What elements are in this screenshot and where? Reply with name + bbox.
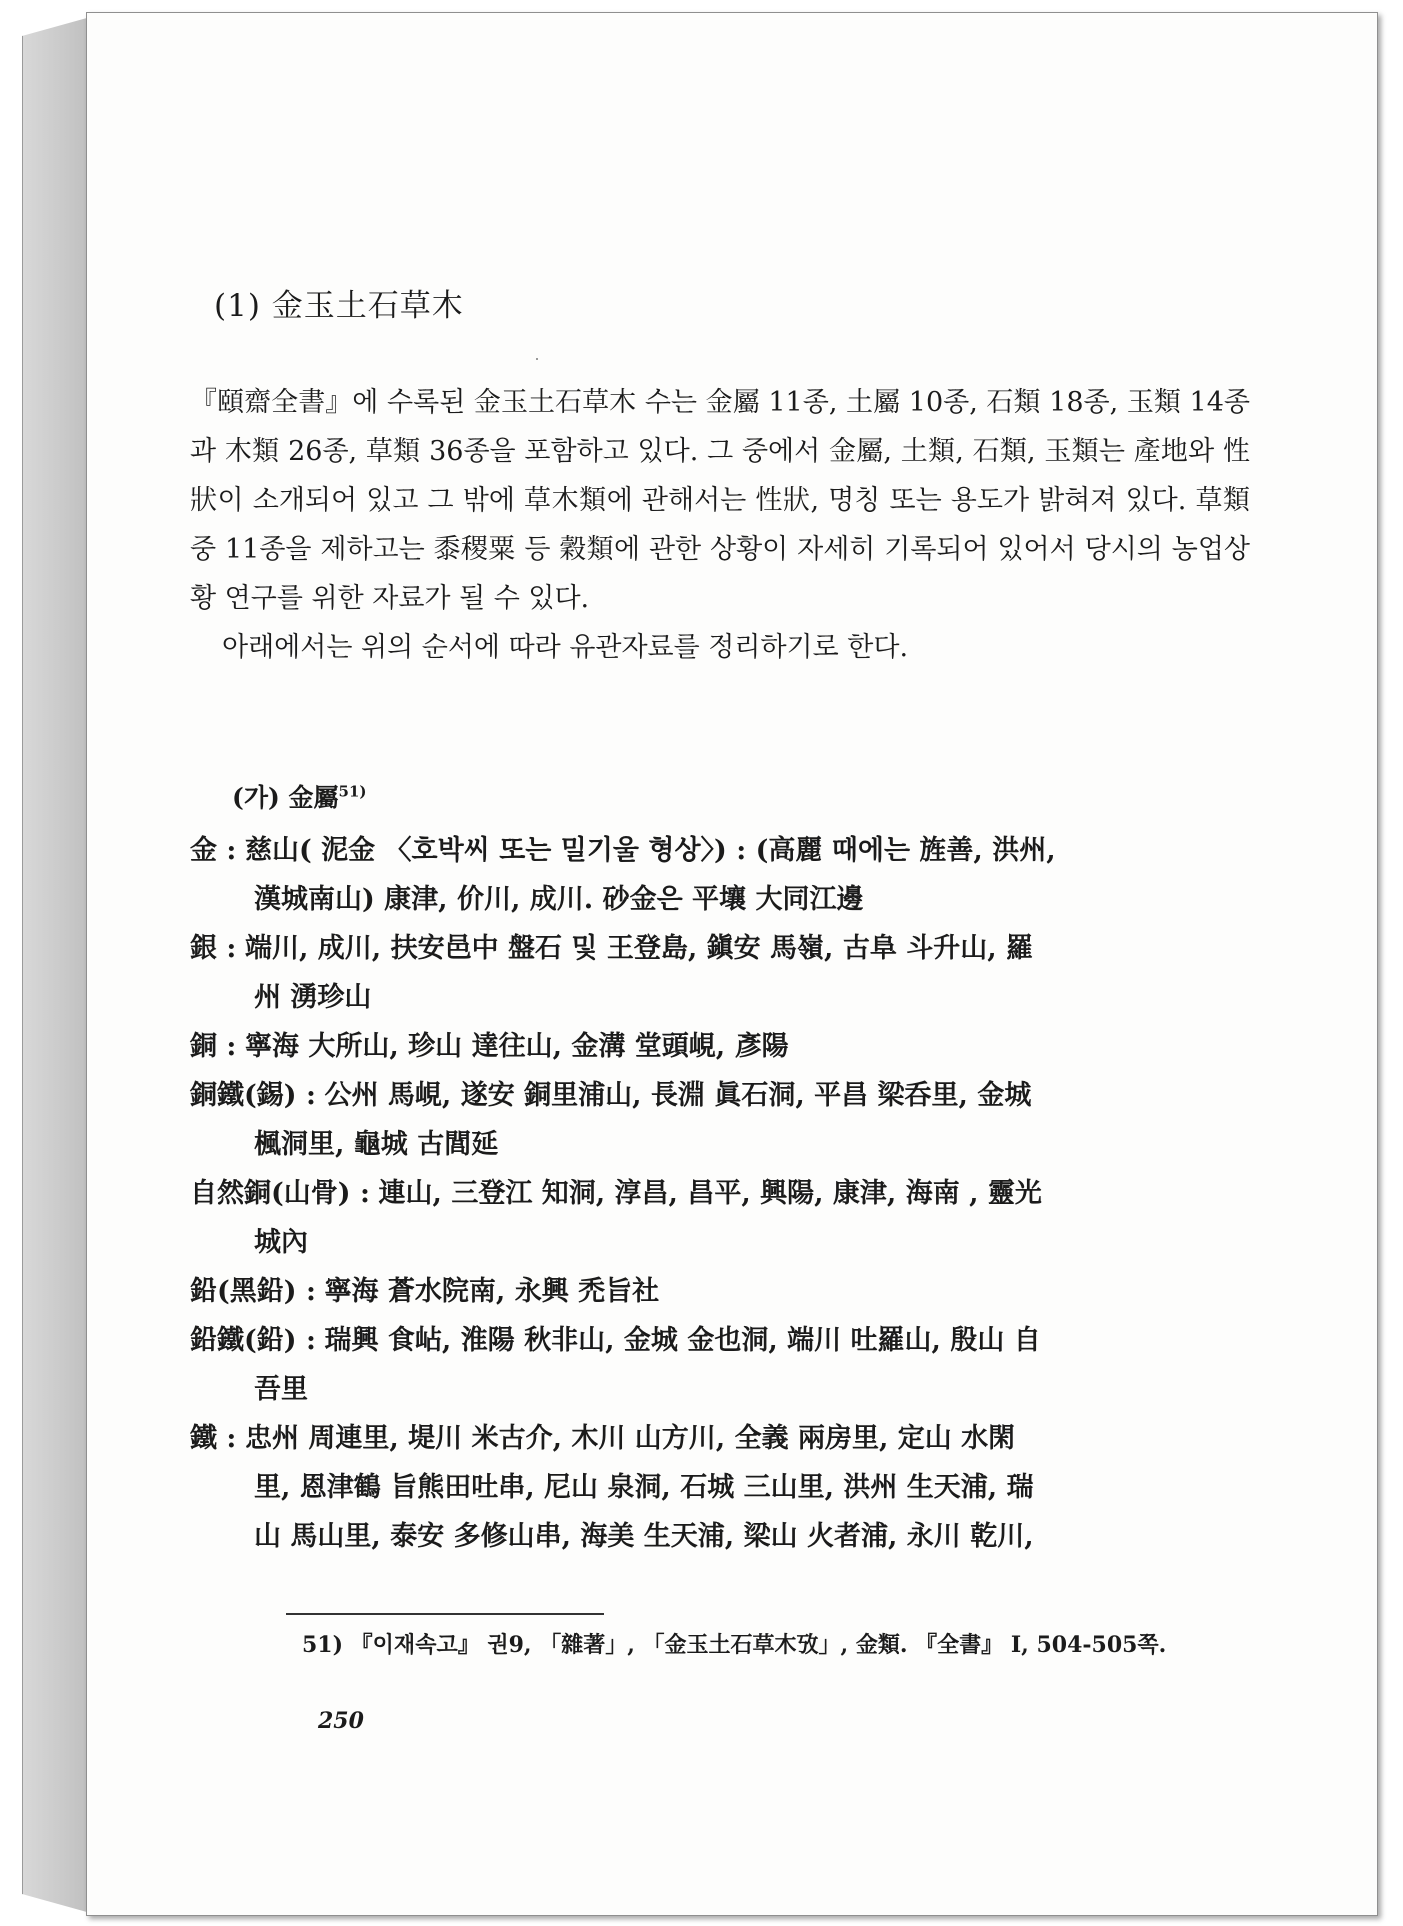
entry-silver: [190, 924, 1250, 1022]
entry-text: 端川, 成川, 扶安邑中 盤石 및 王登島, 鎭安 馬嶺, 古阜 斗升山, 羅: [244, 933, 1034, 964]
entry-lead: [190, 1316, 1250, 1414]
entry-continuation: 州 湧珍山: [254, 982, 372, 1013]
entry-head: 銅鐵(錫) :: [190, 1080, 316, 1111]
entry-head: 自然銅(山骨) :: [190, 1178, 370, 1209]
entry-graphite: [190, 1267, 1250, 1316]
entry-text: 寧海 蒼水院南, 永興 禿旨社: [324, 1276, 660, 1307]
entry-copper: [190, 1022, 1250, 1071]
entry-head: 金 :: [190, 835, 237, 866]
footnote: 51) 『이재속고』 권9, 「雜著」, 「金玉土石草木攷」, 金類. 『全書』 Ⅰ, 504-505쪽.: [302, 1632, 1167, 1658]
entry-text: 瑞興 食岾, 淮陽 秋非山, 金城 金也洞, 端川 吐羅山, 殷山 自: [324, 1325, 1041, 1356]
subsection-title: [232, 778, 367, 814]
entry-continuation: 漢城南山) 康津, 价川, 成川. 砂金은 平壤 大同江邊: [254, 884, 864, 915]
metal-entries: [190, 826, 1250, 1561]
entry-text: 連山, 三登江 知洞, 淳昌, 昌平, 興陽, 康津, 海南 , 靈光: [378, 1178, 1042, 1209]
entry-head: 鐵 :: [190, 1423, 237, 1454]
body-text: [190, 378, 1250, 672]
book-edge: [22, 16, 94, 1914]
entry-head: 銅 :: [190, 1031, 237, 1062]
entry-continuation: 吾里: [254, 1374, 308, 1405]
entry-continuation: 山 馬山里, 泰安 多修山串, 海美 生天浦, 梁山 火者浦, 永川 乾川,: [254, 1521, 1034, 1552]
entry-text: 公州 馬峴, 遂安 銅里浦山, 長淵 眞石洞, 平昌 梁呑里, 金城: [324, 1080, 1032, 1111]
entry-gold: [190, 826, 1250, 924]
paragraph-2: 아래에서는 위의 순서에 따라 유관자료를 정리하기로 한다.: [222, 632, 909, 663]
entry-continuation: 楓洞里, 龜城 古閭延: [254, 1129, 499, 1160]
entry-tin: [190, 1071, 1250, 1169]
entry-text: 慈山( 泥金 〈호박씨 또는 밀기울 형상〉) : (高麗 때에는 旌善, 洪州,: [244, 835, 1056, 866]
footnote-ref: 51): [338, 782, 367, 801]
entry-natural-copper: [190, 1169, 1250, 1267]
entry-text: 寧海 大所山, 珍山 達往山, 金溝 堂頭峴, 彥陽: [244, 1031, 789, 1062]
page-number: 250: [318, 1708, 364, 1734]
entry-continuation: 城內: [254, 1227, 308, 1258]
entry-head: 銀 :: [190, 933, 237, 964]
entry-iron: [190, 1414, 1250, 1561]
subsection-title-text: (가) 金屬: [232, 783, 339, 812]
entry-continuation: 里, 恩津鶴 旨熊田吐串, 尼山 泉洞, 石城 三山里, 洪州 生天浦, 瑞: [254, 1472, 1034, 1503]
paragraph-1: 『頤齋全書』에 수록된 金玉土石草木 수는 金屬 11종, 土屬 10종, 石類 18종, 玉類 14종과 木類 26종, 草類 36종을 포함하고 있다. 그 중에서 金屬, 土類, 石類, 玉類는 產地와 性狀이 소개되어 있고 그 밖에 草木類에 관해서는 性狀, 명칭 또는 용도가 밝혀져 있다. 草類 중 11종을 제하고는 黍稷粟 등 穀類에 관한 상황이 자세히 기록되어 있어서 당시의 농업상황 연구를 위한 자료가 될 수 있다.: [190, 387, 1250, 614]
entry-text: 忠州 周連里, 堤川 米古介, 木川 山方川, 全義 兩房里, 定山 水閑: [244, 1423, 1016, 1454]
print-mark: [536, 358, 538, 360]
footnote-rule: [286, 1613, 604, 1615]
entry-head: 鉛鐵(鉛) :: [190, 1325, 316, 1356]
section-title: (1) 金玉土石草木: [214, 288, 464, 324]
entry-head: 鉛(黑鉛) :: [190, 1276, 316, 1307]
